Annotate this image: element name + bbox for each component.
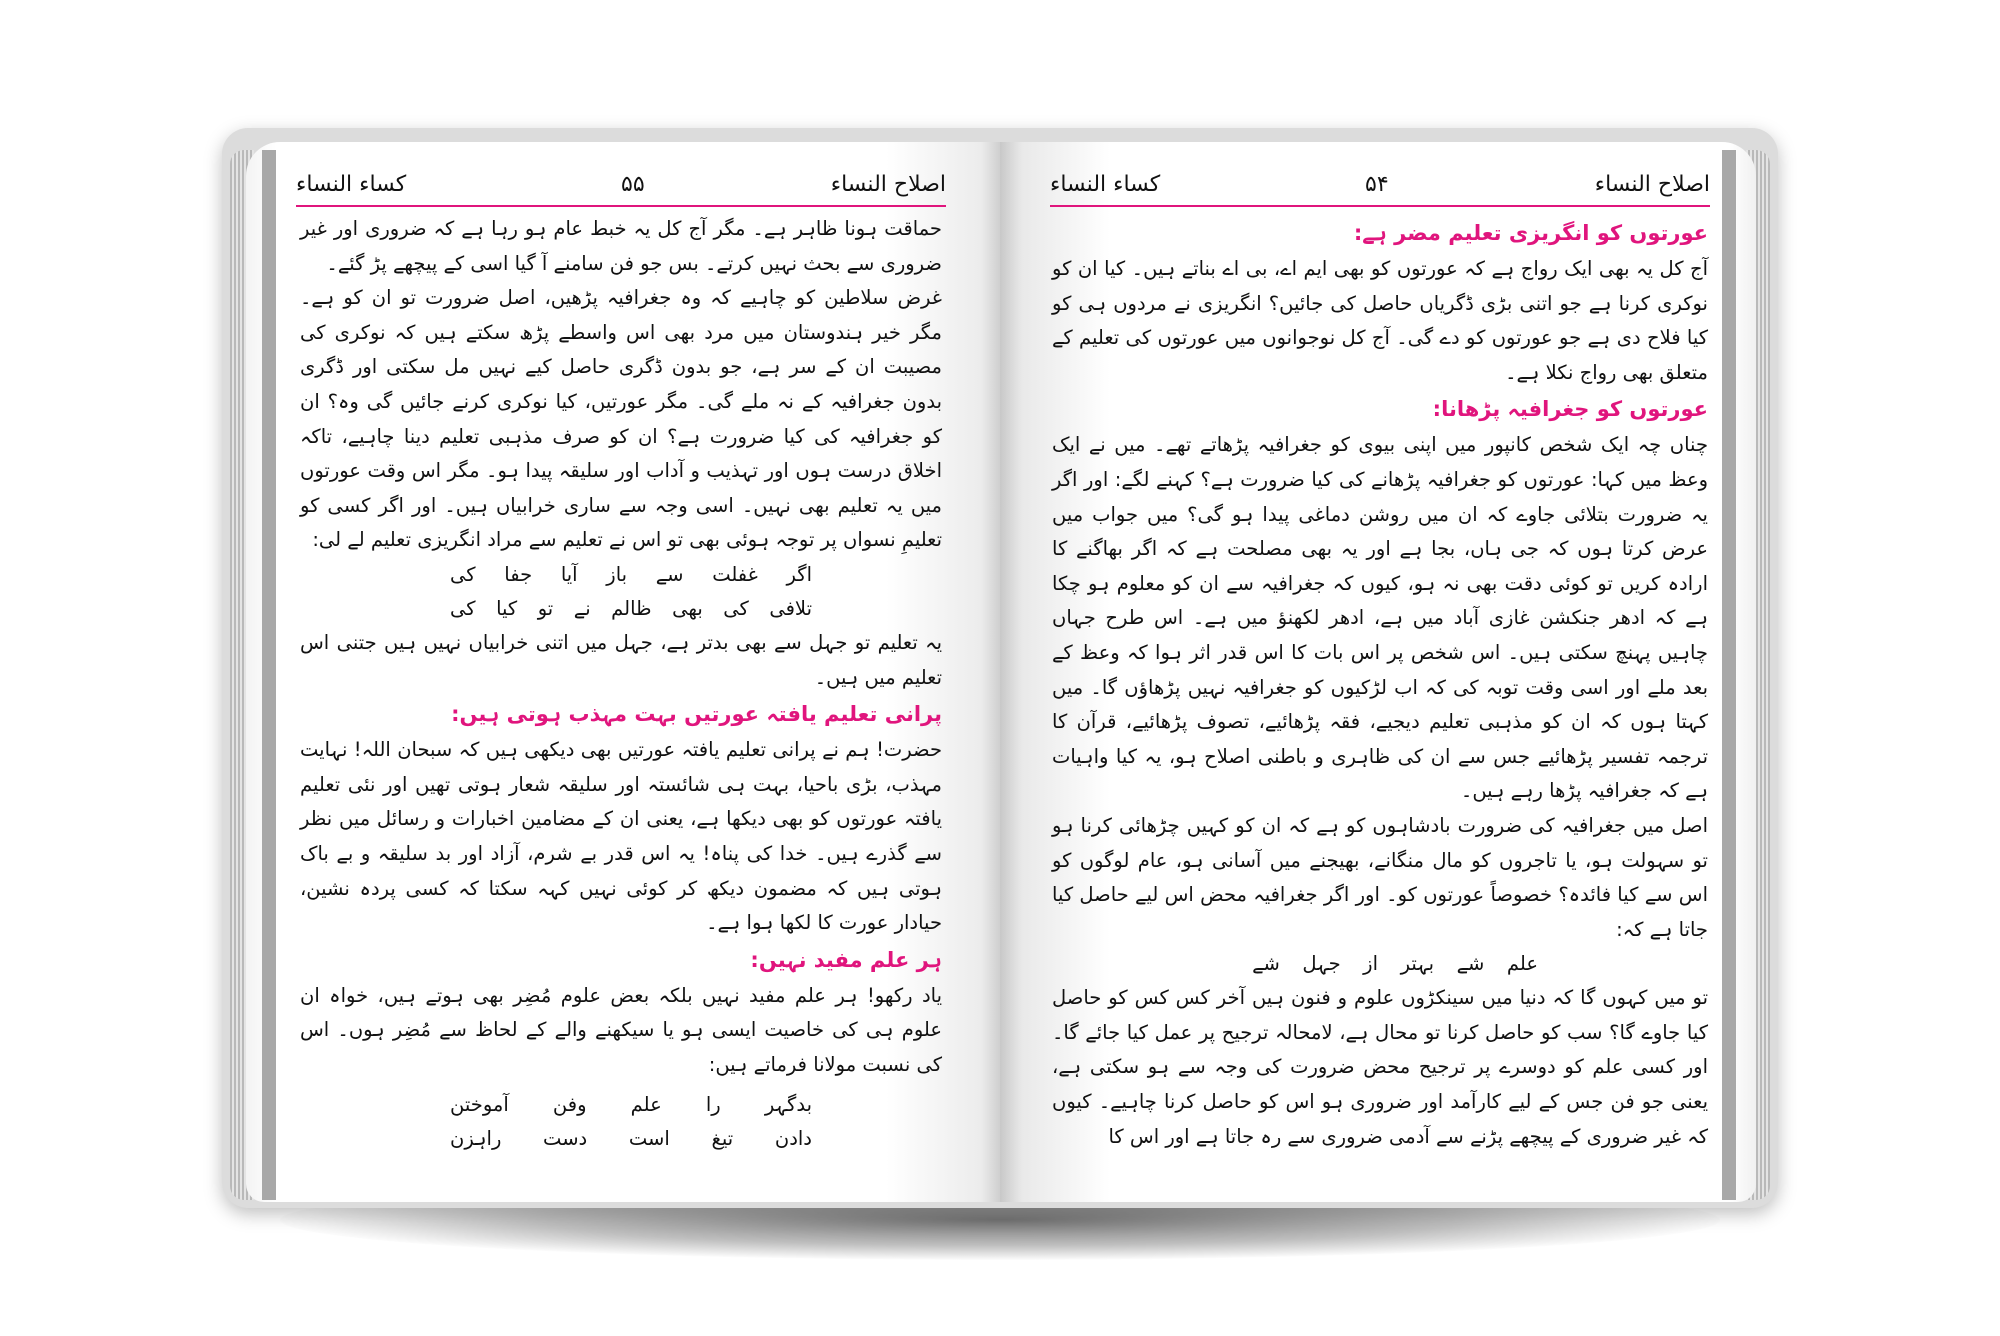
verse-word: بہتر [1400,952,1435,976]
right-page-edge [1722,150,1736,1200]
verse-word: دادن [774,1127,812,1151]
verse-word: آیا [560,562,578,586]
verse-word: اگر [786,562,812,586]
left-page-edge [262,150,276,1200]
right-verse-line1 [1052,947,1708,981]
verse-word: تلافی [769,596,812,620]
verse-word: نے [573,596,591,620]
right-header-rule [1050,205,1710,207]
verse-word: است [628,1127,670,1151]
verse-word: کی [450,562,476,586]
verse-word: کیا [496,596,518,620]
left-header-page-number: ۵۵ [621,172,645,197]
verse-word: آموختن [450,1093,509,1117]
right-header-page-number: ۵۴ [1365,172,1389,197]
left-page-header [296,172,946,202]
right-page-body [1052,214,1708,1154]
left-verse1-line1 [300,558,942,592]
verse-word: غفلت [712,562,758,586]
left-header-title-left: کساء النساء [296,172,407,197]
verse-word: کی [450,596,476,620]
verse-word: را [705,1093,721,1117]
left-page-body [300,212,942,1156]
right-paragraph-heading-2: چناں چہ ایک شخص کانپور میں اپنی بیوی کو جغرافیہ پڑھاتے تھے۔ میں نے ایک وعظ میں کہا: عورتوں کو جغرافیہ پڑھانے کی کیا ضرورت ہے؟ کہنے لگے: اور اگر یہ ضرورت بتلائی جاوے کہ ان میں روشن دماغی پیدا ہو گی؟ میں جواب میں عرض کرتا ہوں کہ جی ہاں، بجا ہے اور یہ بھی مصلحت ہے کہ اگر بھاگنے کا ارادہ کریں تو کوئی دقت بھی نہ ہو، کیوں کہ جغرافیہ سے ان کو معلوم ہو چکا ہے کہ ادھر جنکشن غازی آباد میں ہے، ادھر لکھنؤ میں ہے۔ اس طرح جہاں چاہیں پہنچ سکتی ہیں۔ اس شخص پر اس بات کا اس قدر اثر ہوا کہ وعظ کے بعد ملے اور اسی وقت توبہ کی کہ اب لڑکیوں کو جغرافیہ نہیں پڑھاؤں گا۔ میں کہتا ہوں کہ ان کو مذہبی تعلیم دیجیے، فقہ پڑھائیے، تصوف پڑھائیے، قرآن کا ترجمہ تفسیر پڑھائیے جس سے ان کی ظاہری و باطنی اصلاح ہو، یہ کیا واہیات ہے کہ جغرافیہ پڑھا رہے ہیں۔ [1052,433,1708,803]
left-paragraph-heading-2: یاد رکھو! ہر علم مفید نہیں بلکہ بعض علوم مُضِر بھی ہوتے ہیں، خواہ ان علوم ہی کی خاصیت ایسی ہو یا سیکھنے والے کے لحاظ سے مُضِر ہوں۔ اس کی نسبت مولانا فرماتے ہیں: [300,983,942,1076]
left-header-title-right: اصلاح النساء [830,172,946,197]
left-paragraph-1: حماقت ہونا ظاہر ہے۔ مگر آج کل یہ خبط عام ہو رہا ہے کہ ضروری اور غیر ضروری سے بحث نہیں کرتے۔ بس جو فن سامنے آ گیا اسی کے پیچھے پڑ گئے۔ [300,217,942,275]
left-paragraph-after-verse: یہ تعلیم تو جہل سے بھی بدتر ہے، جہل میں اتنی خرابیاں نہیں ہیں جتنی اس تعلیم میں ہیں۔ [300,630,942,689]
verse-word: جہل [1302,952,1341,976]
right-header-title-left: کساء النساء [1050,172,1161,197]
left-paragraph-heading-1: حضرت! ہم نے پرانی تعلیم یافتہ عورتیں بھی دیکھی ہیں کہ سبحان اللہ! نہایت مہذب، بڑی باحیا، بہت ہی شائستہ اور سلیقہ شعار ہوتی تھیں اور نئی تعلیم یافتہ عورتوں کو بھی دیکھا ہے، یعنی ان کے مضامین اخبارات و رسائل میں نظر سے گذرے ہیں۔ خدا کی پناہ! یہ اس قدر بے شرم، آزاد اور بد سلیقہ و بے باک ہوتی ہیں کہ مضمون دیکھ کر کوئی نہیں کہہ سکتا کہ کسی پردہ نشین، حیادار عورت کا لکھا ہوا ہے۔ [300,738,942,935]
right-paragraph-2: اصل میں جغرافیہ کی ضرورت بادشاہوں کو ہے کہ ان کو کہیں چڑھائی کرنا ہو تو سہولت ہو، یا تاجروں کو مال منگانے، بھیجنے میں آسانی ہو، عام لوگوں کو اس سے کیا فائدہ؟ خصوصاً عورتوں کو۔ اور اگر جغرافیہ محض اس لیے حاصل کیا جاتا ہے کہ: [1052,813,1708,941]
verse-word: سے [655,562,684,586]
right-heading-1: عورتوں کو انگریزی تعلیم مضر ہے: [1353,221,1708,245]
left-verse2-line2 [300,1122,942,1156]
verse-word: علم [630,1093,662,1117]
left-verse1-line2 [300,592,942,626]
verse-word: جفا [504,562,533,586]
left-verse2-line1 [300,1082,942,1122]
right-header-title-right: اصلاح النساء [1594,172,1710,197]
verse-word: کی [723,596,749,620]
verse-word: بدگہر [764,1093,812,1117]
right-paragraph-heading-1: آج کل یہ بھی ایک رواج ہے کہ عورتوں کو بھی ایم اے، بی اے بناتے ہیں۔ کیا ان کو نوکری کرنا ہے جو اتنی بڑی ڈگریاں حاصل کی جائیں؟ انگریزی نے مردوں ہی کو کیا فلاح دی ہے جو عورتوں کو دے گی۔ آج کل نوجوانوں میں عورتوں کی تعلیم کے متعلق بھی رواج نکلا ہے۔ [1052,257,1708,384]
left-heading-2: ہر علم مفید نہیں: [750,947,942,972]
left-paragraph-2: غرض سلاطین کو چاہیے کہ وہ جغرافیہ پڑھیں، اصل ضرورت تو ان کو ہے۔ مگر خیر ہندوستان میں مرد بھی اس واسطے پڑھ سکتے ہیں کہ نوکری کی مصیبت ان کے سر ہے، جو بدون ڈگری حاصل کیے نہیں مل سکتی اور ڈگری بدون جغرافیہ کے نہ ملے گی۔ مگر عورتیں، کیا نوکری کرنے جائیں گی وہ؟ ان کو جغرافیہ کی کیا ضرورت ہے؟ ان کو صرف مذہبی تعلیم دینا چاہیے، تاکہ اخلاق درست ہوں اور تہذیب و آداب اور سلیقہ پیدا ہو۔ مگر اس وقت عورتوں میں یہ تعلیم بھی نہیں۔ اسی وجہ سے ساری خرابیاں ہیں۔ اور اگر کسی کو تعلیمِ نسواں پر توجہ ہوئی بھی تو اس نے تعلیم سے مراد انگریزی تعلیم لے لی: [300,286,942,552]
right-heading-2: عورتوں کو جغرافیہ پڑھانا: [1432,397,1708,422]
verse-word: راہزن [450,1127,502,1151]
verse-word: دست [543,1127,588,1151]
right-paragraph-3: تو میں کہوں گا کہ دنیا میں سینکڑوں علوم و فنون ہیں آخر کس کس کو حاصل کیا جاوے گا؟ سب کو حاصل کرنا تو محال ہے، لامحالہ ترجیح پر عمل کیا جائے گا۔ اور کسی علم کو دوسرے پر ترجیح محض ضرورت کی وجہ سے ہو سکتی ہے، یعنی جو فن جس کے لیے کارآمد اور ضروری ہو اس کو حاصل کرنا چاہیے۔ کیوں کہ غیر ضروری کے پیچھے پڑنے سے آدمی ضروری سے رہ جاتا ہے اور اس کا [1052,986,1708,1148]
verse-word: شے [1252,952,1280,976]
verse-word: تیغ [711,1127,734,1151]
verse-word: تو [537,596,554,620]
verse-word: شے [1456,952,1485,976]
left-header-rule [296,205,946,207]
verse-word: علم [1506,952,1538,976]
verse-word: ظالم [611,596,652,620]
right-page-header [1050,172,1710,202]
left-heading-1: پرانی تعلیم یافتہ عورتیں بہت مہذب ہوتی ہیں: [451,702,942,727]
verse-word: باز [606,562,628,586]
verse-word: وفن [552,1093,587,1117]
verse-word: بھی [672,596,703,620]
verse-word: از [1363,952,1379,976]
